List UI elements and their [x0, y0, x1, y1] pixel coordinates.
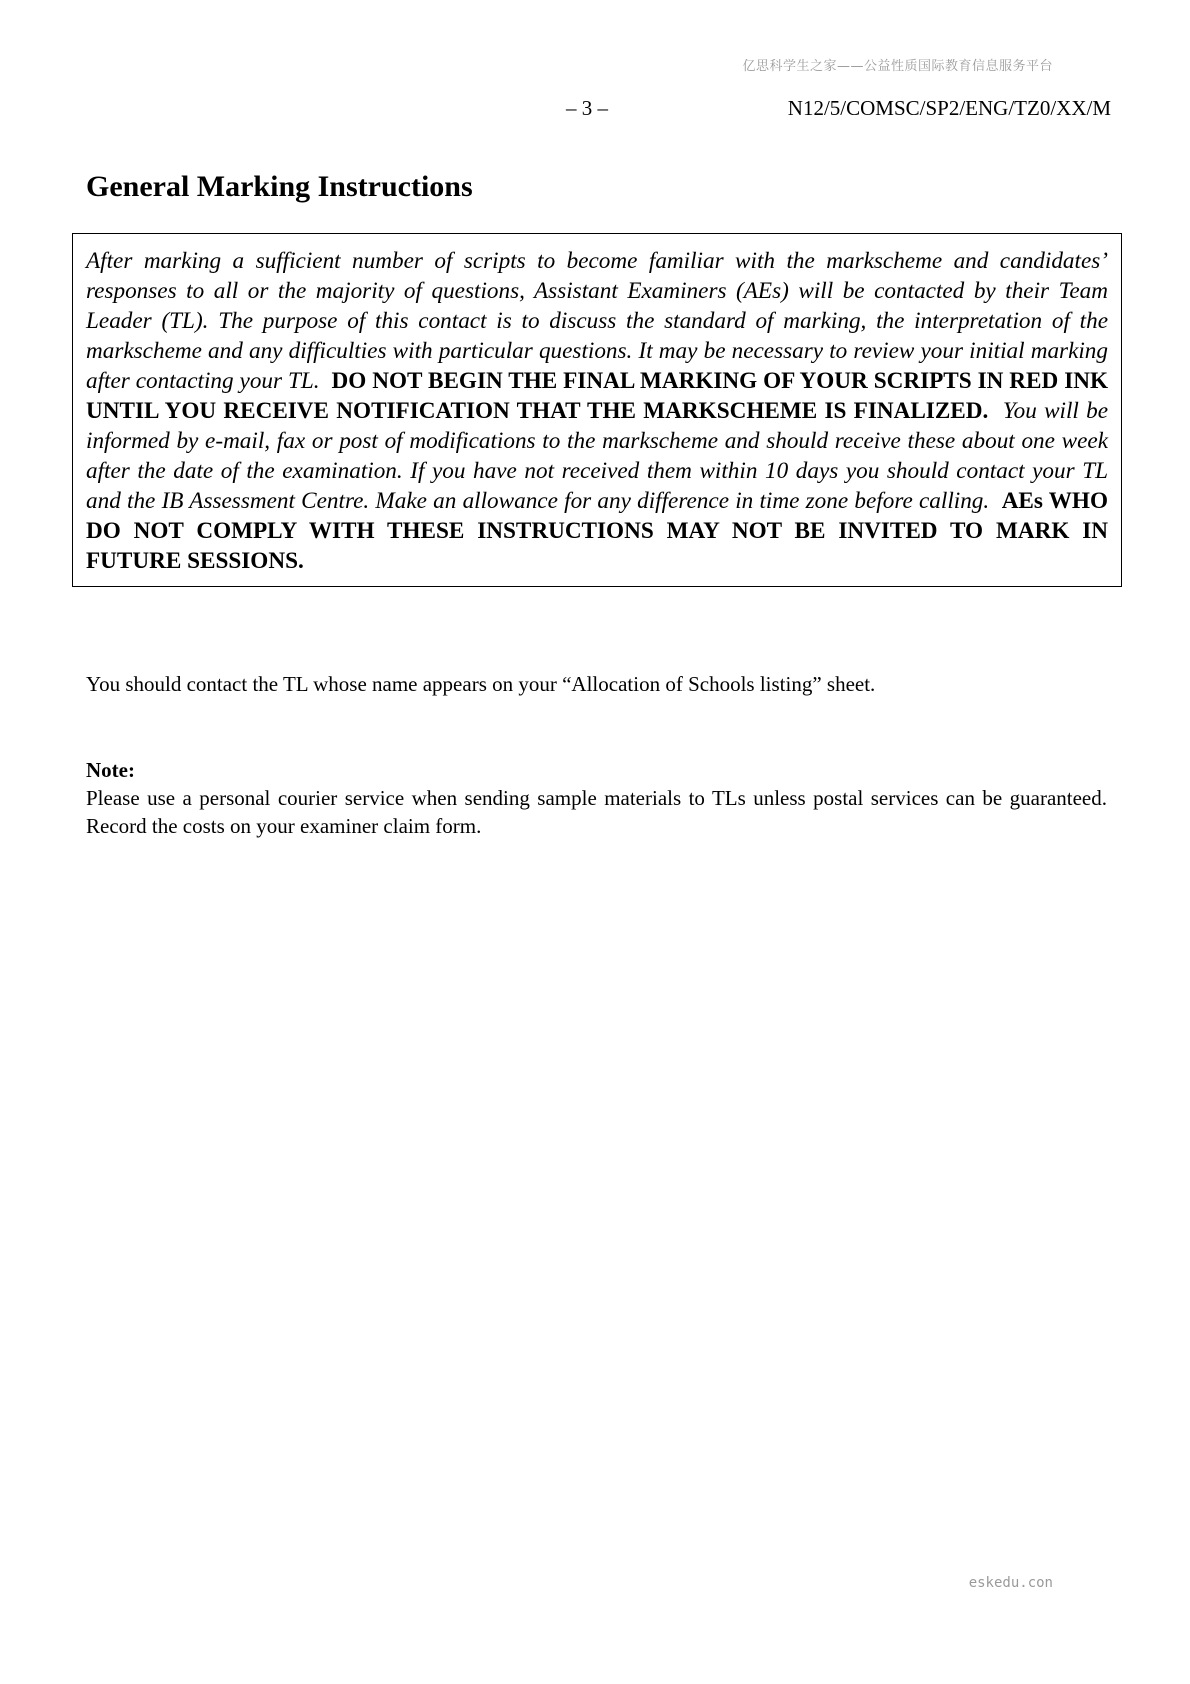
notice-text-modifications: You will be informed by e-mail, fax or post of modifications to the markscheme and should receive these about one week after the date of the examination. If you have not received them within 10 days you should contact your TL and the IB Assessment Centre. Make an allowance for any difference in time zone before calling.: [86, 398, 1109, 514]
marking-notice-box: [72, 233, 1122, 587]
document-code: N12/5/COMSC/SP2/ENG/TZ0/XX/M: [787, 96, 1111, 120]
watermark-top: 亿思科学生之家——公益性质国际教育信息服务平台: [742, 59, 1053, 74]
watermark-bottom: eskedu.con: [968, 1575, 1053, 1591]
page-number: – 3 –: [566, 96, 608, 120]
notice-text-intro: After marking a sufficient number of scripts to become familiar with the markscheme and candidates’ responses to all or the majority of questions, Assistant Examiners (AEs) will be contacted by their Team Leader (TL). The purpose of this contact is to discuss the standard of marking, the interpretation of the markscheme and any difficulties with particular questions. It may be necessary to review your initial marking after contacting your TL.: [86, 248, 1108, 394]
contact-instruction: You should contact the TL whose name appears on your “Allocation of Schools listing” sheet.: [86, 672, 876, 696]
note-heading: Note:: [86, 758, 135, 782]
notice-warning-finalized: DO NOT BEGIN THE FINAL MARKING OF YOUR SCRIPTS IN RED INK UNTIL YOU RECEIVE NOTIFICATION THAT THE MARKSCHEME IS FINALIZED.: [86, 368, 1109, 424]
note-body: Please use a personal courier service when sending sample materials to TLs unless postal services can be guaranteed. Record the costs on your examiner claim form.: [86, 786, 1107, 838]
section-title: General Marking Instructions: [86, 170, 473, 203]
notice-warning-compliance: AEs WHO DO NOT COMPLY WITH THESE INSTRUCTIONS MAY NOT BE INVITED TO MARK IN FUTURE SESSIONS.: [86, 488, 1108, 574]
